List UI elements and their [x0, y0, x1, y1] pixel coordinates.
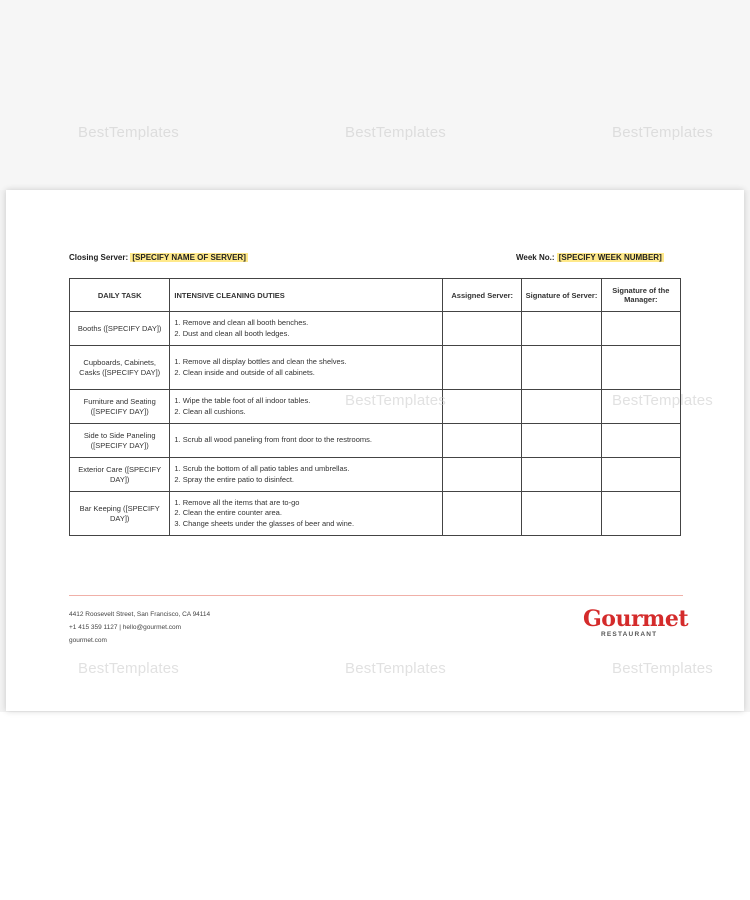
manager-signature-cell[interactable] — [601, 312, 680, 346]
header-signature-manager: Signature of the Manager: — [601, 279, 680, 312]
assigned-server-cell[interactable] — [443, 424, 522, 458]
backdrop-top — [0, 0, 750, 190]
manager-signature-cell[interactable] — [601, 492, 680, 536]
server-signature-cell[interactable] — [522, 390, 601, 424]
backdrop-bottom — [0, 712, 750, 900]
duty-item: 2. Spray the entire patio to disinfect. — [174, 474, 295, 484]
task-cell: Cupboards, Cabinets, Casks ([SPECIFY DAY]) — [70, 346, 170, 390]
task-cell: Furniture and Seating ([SPECIFY DAY]) — [70, 390, 170, 424]
week-number-value: [SPECIFY WEEK NUMBER] — [558, 253, 662, 262]
duty-item: 1. Scrub all wood paneling from front door to the restrooms. — [174, 435, 372, 445]
server-signature-cell[interactable] — [522, 312, 601, 346]
week-number-field — [516, 253, 664, 262]
footer-contact — [69, 608, 210, 647]
watermark: BestTemplates — [345, 124, 446, 141]
header-assigned-server: Assigned Server: — [443, 279, 522, 312]
header-cleaning-duties: INTENSIVE CLEANING DUTIES — [170, 279, 443, 312]
duties-cell — [170, 312, 443, 346]
duty-item: 1. Remove all display bottles and clean the shelves. — [174, 357, 347, 366]
assigned-server-cell[interactable] — [443, 312, 522, 346]
assigned-server-cell[interactable] — [443, 458, 522, 492]
watermark: BestTemplates — [345, 392, 446, 409]
duty-item: 1. Wipe the table foot of all indoor tables. — [174, 396, 311, 405]
table-header-row — [70, 279, 681, 312]
duties-cell — [170, 492, 443, 536]
duty-item: 2. Dust and clean all booth ledges. — [174, 328, 290, 338]
table-row — [70, 312, 681, 346]
week-number-label: Week No.: — [516, 253, 555, 262]
task-cell: Booths ([SPECIFY DAY]) — [70, 312, 170, 346]
brand-subtitle: RESTAURANT — [601, 631, 658, 638]
closing-server-label: Closing Server: — [69, 253, 129, 262]
duty-item: 2. Clean all cushions. — [174, 406, 246, 416]
brand-logo — [583, 607, 693, 638]
watermark: BestTemplates — [612, 392, 713, 409]
server-signature-cell[interactable] — [522, 492, 601, 536]
header-daily-task: DAILY TASK — [70, 279, 170, 312]
watermark: BestTemplates — [345, 660, 446, 677]
manager-signature-cell[interactable] — [601, 346, 680, 390]
duty-item: 2. Clean the entire counter area. — [174, 508, 282, 518]
table-row — [70, 424, 681, 458]
server-signature-cell[interactable] — [522, 424, 601, 458]
server-signature-cell[interactable] — [522, 458, 601, 492]
footer-contact-line: +1 415 359 1127 | hello@gourmet.com — [69, 624, 182, 631]
document-sheet — [6, 190, 744, 711]
footer-divider — [69, 595, 683, 596]
duties-cell — [170, 346, 443, 390]
closing-server-field — [69, 253, 248, 262]
server-signature-cell[interactable] — [522, 346, 601, 390]
duties-cell — [170, 424, 443, 458]
footer-website: gourmet.com — [69, 637, 107, 644]
duty-item: 2. Clean inside and outside of all cabinets. — [174, 367, 315, 377]
assigned-server-cell[interactable] — [443, 346, 522, 390]
assigned-server-cell[interactable] — [443, 492, 522, 536]
watermark: BestTemplates — [612, 660, 713, 677]
manager-signature-cell[interactable] — [601, 424, 680, 458]
task-cell: Side to Side Paneling ([SPECIFY DAY]) — [70, 424, 170, 458]
assigned-server-cell[interactable] — [443, 390, 522, 424]
manager-signature-cell[interactable] — [601, 458, 680, 492]
duty-item: 1. Remove and clean all booth benches. — [174, 318, 309, 327]
table-row — [70, 346, 681, 390]
footer-address: 4412 Roosevelt Street, San Francisco, CA 94114 — [69, 611, 211, 618]
watermark: BestTemplates — [78, 124, 179, 141]
duty-item: 1. Scrub the bottom of all patio tables and umbrellas. — [174, 464, 350, 473]
closing-server-value: [SPECIFY NAME OF SERVER] — [132, 253, 246, 262]
task-cell: Exterior Care ([SPECIFY DAY]) — [70, 458, 170, 492]
watermark: BestTemplates — [78, 660, 179, 677]
duty-item: 3. Change sheets under the glasses of beer and wine. — [174, 518, 355, 528]
duties-cell — [170, 458, 443, 492]
task-cell: Bar Keeping ([SPECIFY DAY]) — [70, 492, 170, 536]
table-row — [70, 458, 681, 492]
table-row — [70, 492, 681, 536]
brand-name: Gourmet — [583, 606, 688, 632]
header-signature-server: Signature of Server: — [522, 279, 601, 312]
watermark: BestTemplates — [612, 124, 713, 141]
duty-item: 1. Remove all the items that are to-go — [174, 497, 300, 507]
